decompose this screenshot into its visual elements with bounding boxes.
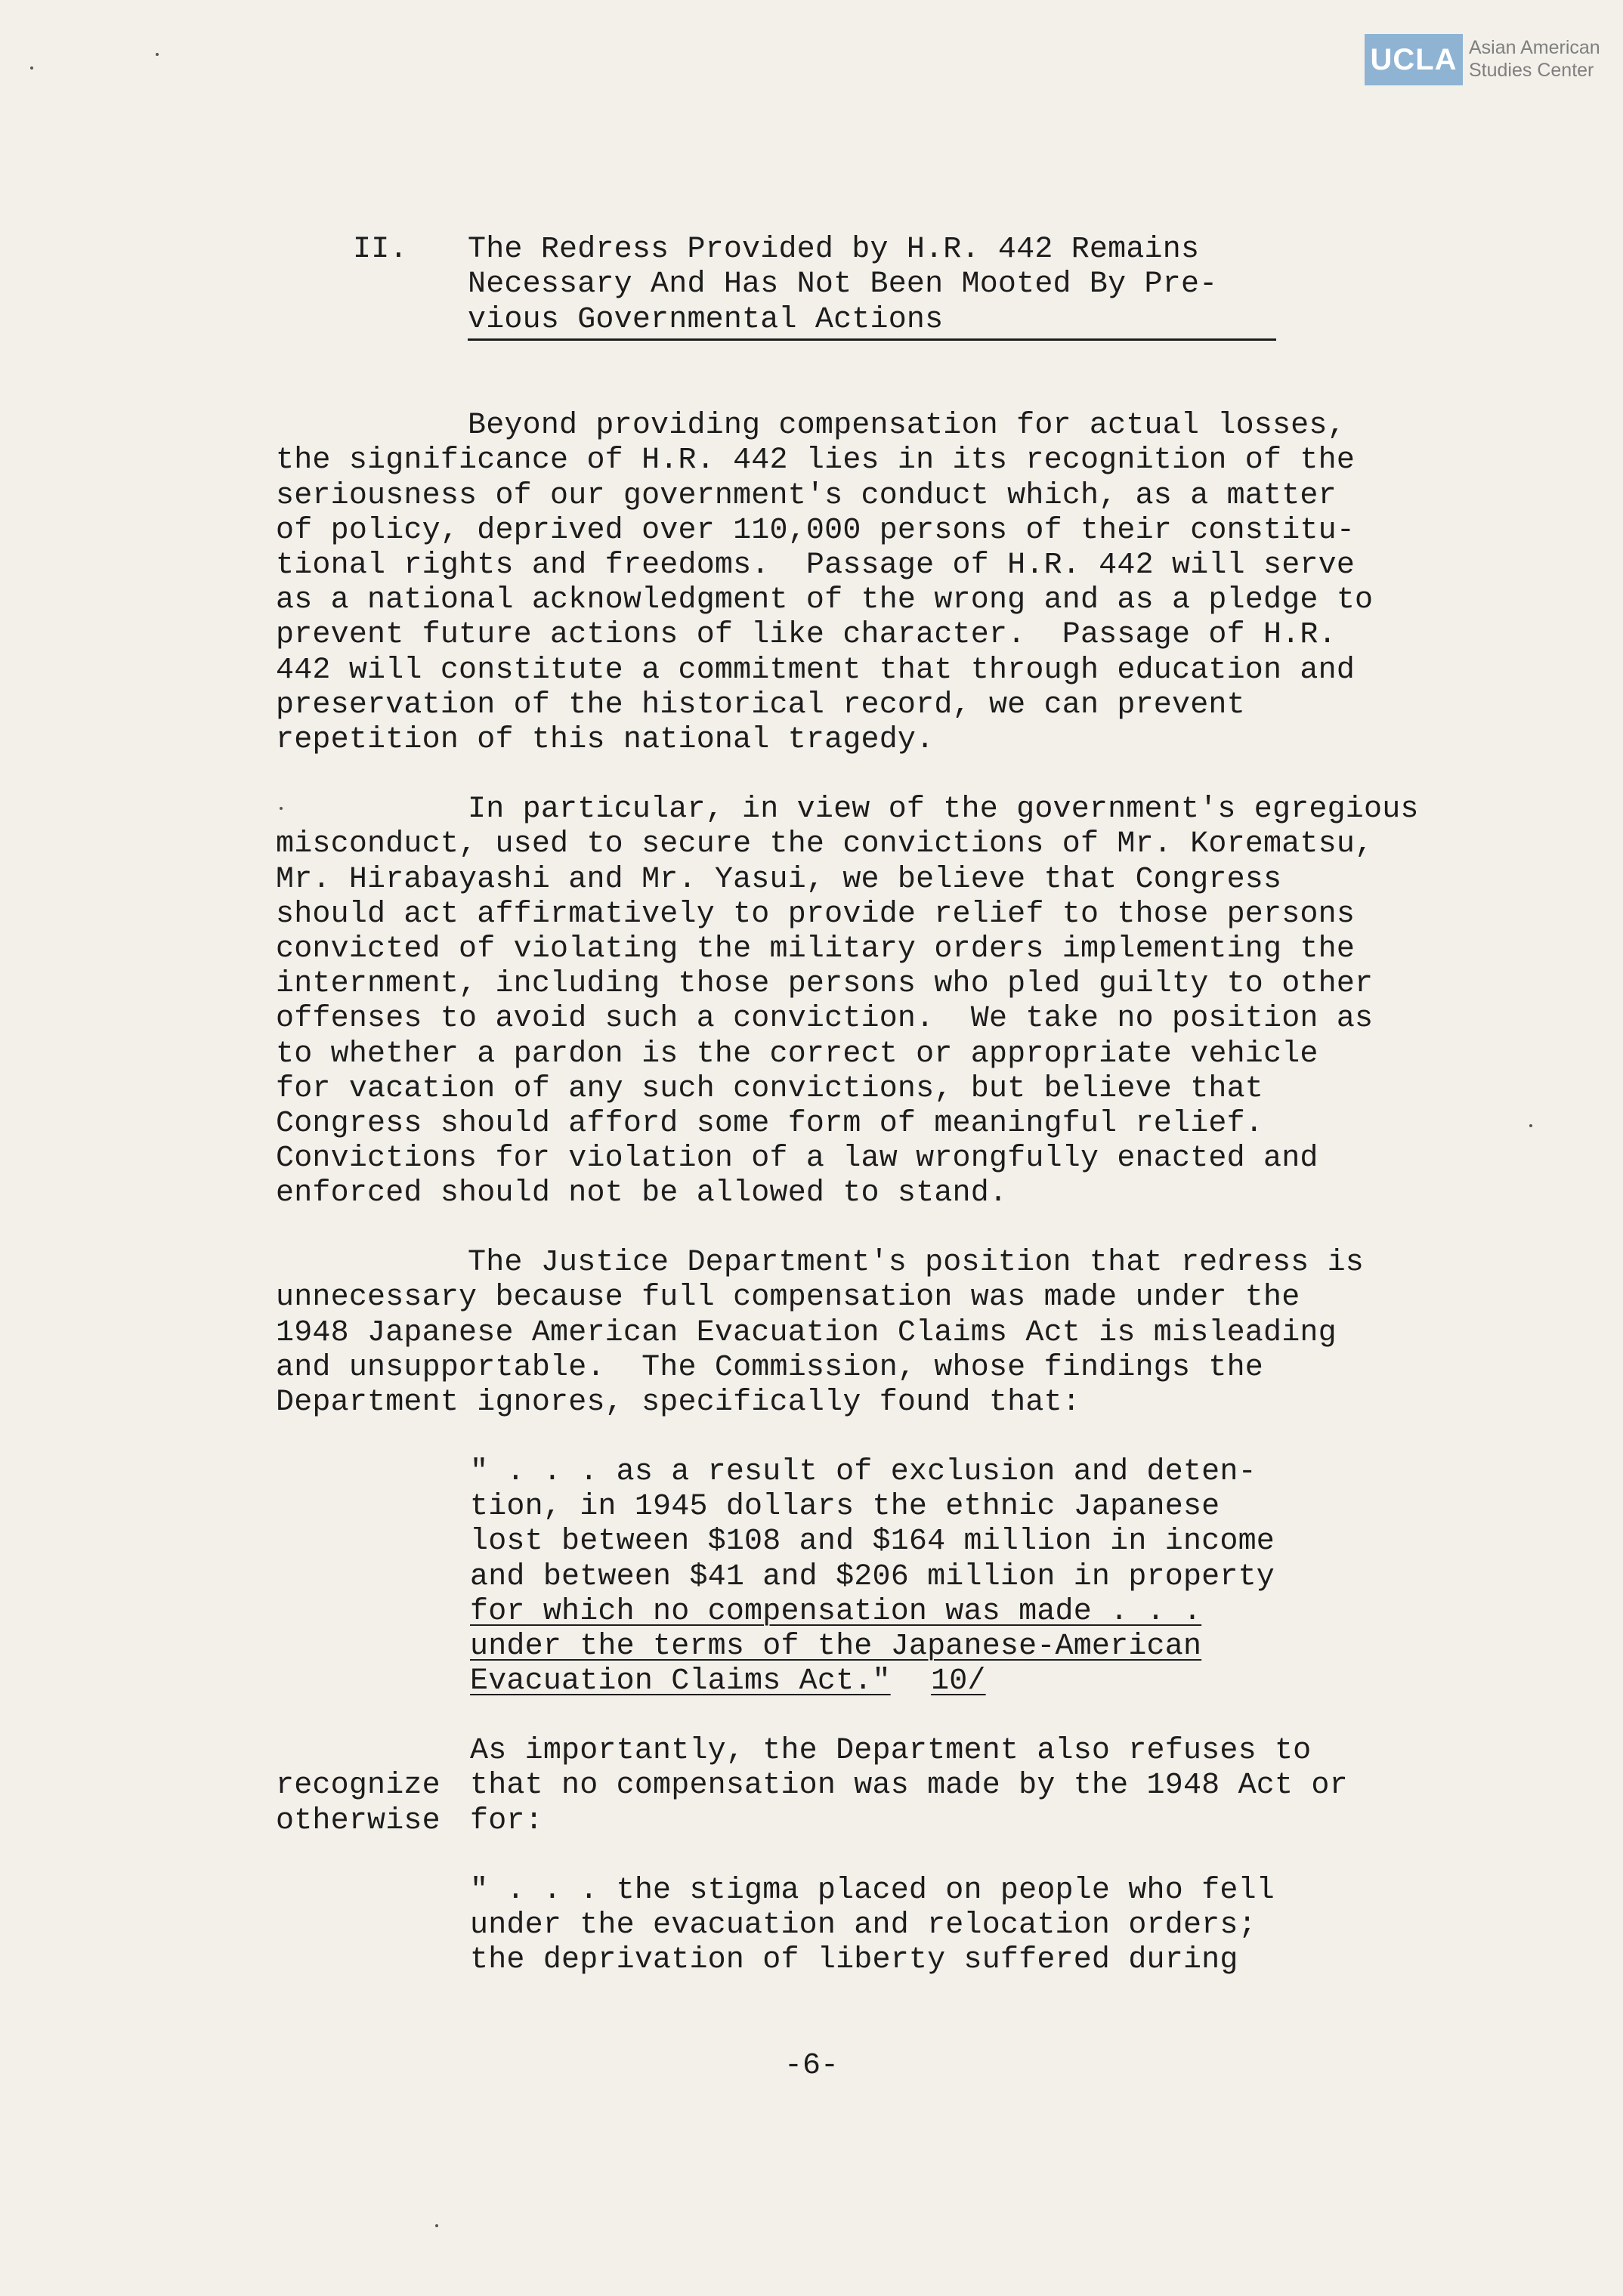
margin-word: otherwise — [276, 1804, 441, 1838]
paragraph-line: to whether a pardon is the correct or appropriate vehicle — [276, 1037, 1318, 1071]
paragraph-line: and unsupportable. The Commission, whose findings the — [276, 1351, 1264, 1385]
center-name-line1: Asian American — [1469, 37, 1600, 58]
paragraph-line: enforced should not be allowed to stand. — [276, 1176, 1008, 1210]
paragraph-line: 442 will constitute a commitment that through education and — [276, 654, 1356, 688]
paper-speck — [435, 2224, 438, 2227]
paragraph-line: As importantly, the Department also refuses to — [470, 1734, 1312, 1768]
paragraph-line: the significance of H.R. 442 lies in its recognition of the — [276, 443, 1356, 477]
quote-line-underlined: Evacuation Claims Act." — [470, 1664, 891, 1698]
paragraph-line: for vacation of any such convictions, but believe that — [276, 1072, 1264, 1106]
paragraph-line: misconduct, used to secure the convictions of Mr. Korematsu, — [276, 827, 1374, 861]
paragraph-line: for: — [470, 1804, 543, 1838]
paragraph-line: repetition of this national tragedy. — [276, 723, 935, 757]
quote-line: lost between $108 and $164 million in income — [470, 1525, 1275, 1559]
paragraph-line: prevent future actions of like character. Passage of H.R. — [276, 618, 1337, 652]
center-name — [1469, 34, 1600, 85]
footnote-ref: 10/ — [931, 1664, 986, 1698]
ucla-logo: UCLA — [1365, 34, 1463, 85]
quote-line: tion, in 1945 dollars the ethnic Japanese — [470, 1490, 1220, 1524]
quote-line: under the evacuation and relocation orders; — [470, 1908, 1257, 1942]
paragraph-line: tional rights and freedoms. Passage of H.R. 442 will serve — [276, 549, 1356, 582]
heading-line: Necessary And Has Not Been Mooted By Pre- — [468, 267, 1218, 301]
paragraph-line: convicted of violating the military orders implementing the — [276, 932, 1356, 966]
paragraph-line: preservation of the historical record, we can prevent — [276, 688, 1245, 722]
paper-speck — [1529, 1124, 1532, 1127]
quote-line: " . . . the stigma placed on people who fell — [470, 1874, 1275, 1908]
quote-line: the deprivation of liberty suffered during — [470, 1943, 1238, 1977]
paragraph-line: offenses to avoid such a conviction. We take no position as — [276, 1002, 1374, 1036]
paragraph-line: seriousness of our government's conduct which, as a matter — [276, 479, 1337, 513]
heading-number: II. — [353, 233, 408, 267]
heading-underline — [468, 338, 1276, 341]
quote-line-underlined: under the terms of the Japanese-American — [470, 1630, 1202, 1664]
ucla-aasc-badge — [1365, 34, 1600, 85]
paper-speck — [280, 807, 283, 810]
paragraph-line: of policy, deprived over 110,000 persons of their constitu- — [276, 514, 1356, 548]
heading-line: vious Governmental Actions — [468, 303, 944, 337]
heading-line: The Redress Provided by H.R. 442 Remains — [468, 233, 1200, 267]
quote-line-underlined: for which no compensation was made . . . — [470, 1595, 1202, 1629]
paragraph-line: Department ignores, specifically found that: — [276, 1386, 1080, 1420]
paragraph-line: The Justice Department's position that redress is — [468, 1246, 1364, 1280]
center-name-line2: Studies Center — [1469, 60, 1594, 81]
quote-line: " . . . as a result of exclusion and deten- — [470, 1455, 1257, 1489]
paragraph-line: as a national acknowledgment of the wrong and as a pledge to — [276, 583, 1374, 617]
paragraph-line: In particular, in view of the government's egregious — [468, 793, 1419, 827]
paper-speck — [30, 66, 33, 70]
margin-word: recognize — [276, 1769, 441, 1803]
page-number: -6- — [784, 2049, 839, 2083]
paragraph-line: Beyond providing compensation for actual losses, — [468, 409, 1346, 443]
paragraph-line: Convictions for violation of a law wrongfully enacted and — [276, 1142, 1318, 1176]
paper-speck — [156, 53, 159, 56]
paragraph-line: unnecessary because full compensation was made under the — [276, 1281, 1300, 1315]
paragraph-line: should act affirmatively to provide relief to those persons — [276, 898, 1356, 932]
paragraph-line: 1948 Japanese American Evacuation Claims Act is misleading — [276, 1316, 1337, 1350]
paragraph-line: Congress should afford some form of meaningful relief. — [276, 1107, 1264, 1141]
quote-line: and between $41 and $206 million in property — [470, 1560, 1275, 1594]
paragraph-line: that no compensation was made by the 1948 Act or — [470, 1769, 1348, 1803]
paragraph-line: internment, including those persons who pled guilty to other — [276, 967, 1374, 1001]
paragraph-line: Mr. Hirabayashi and Mr. Yasui, we believe that Congress — [276, 863, 1282, 897]
